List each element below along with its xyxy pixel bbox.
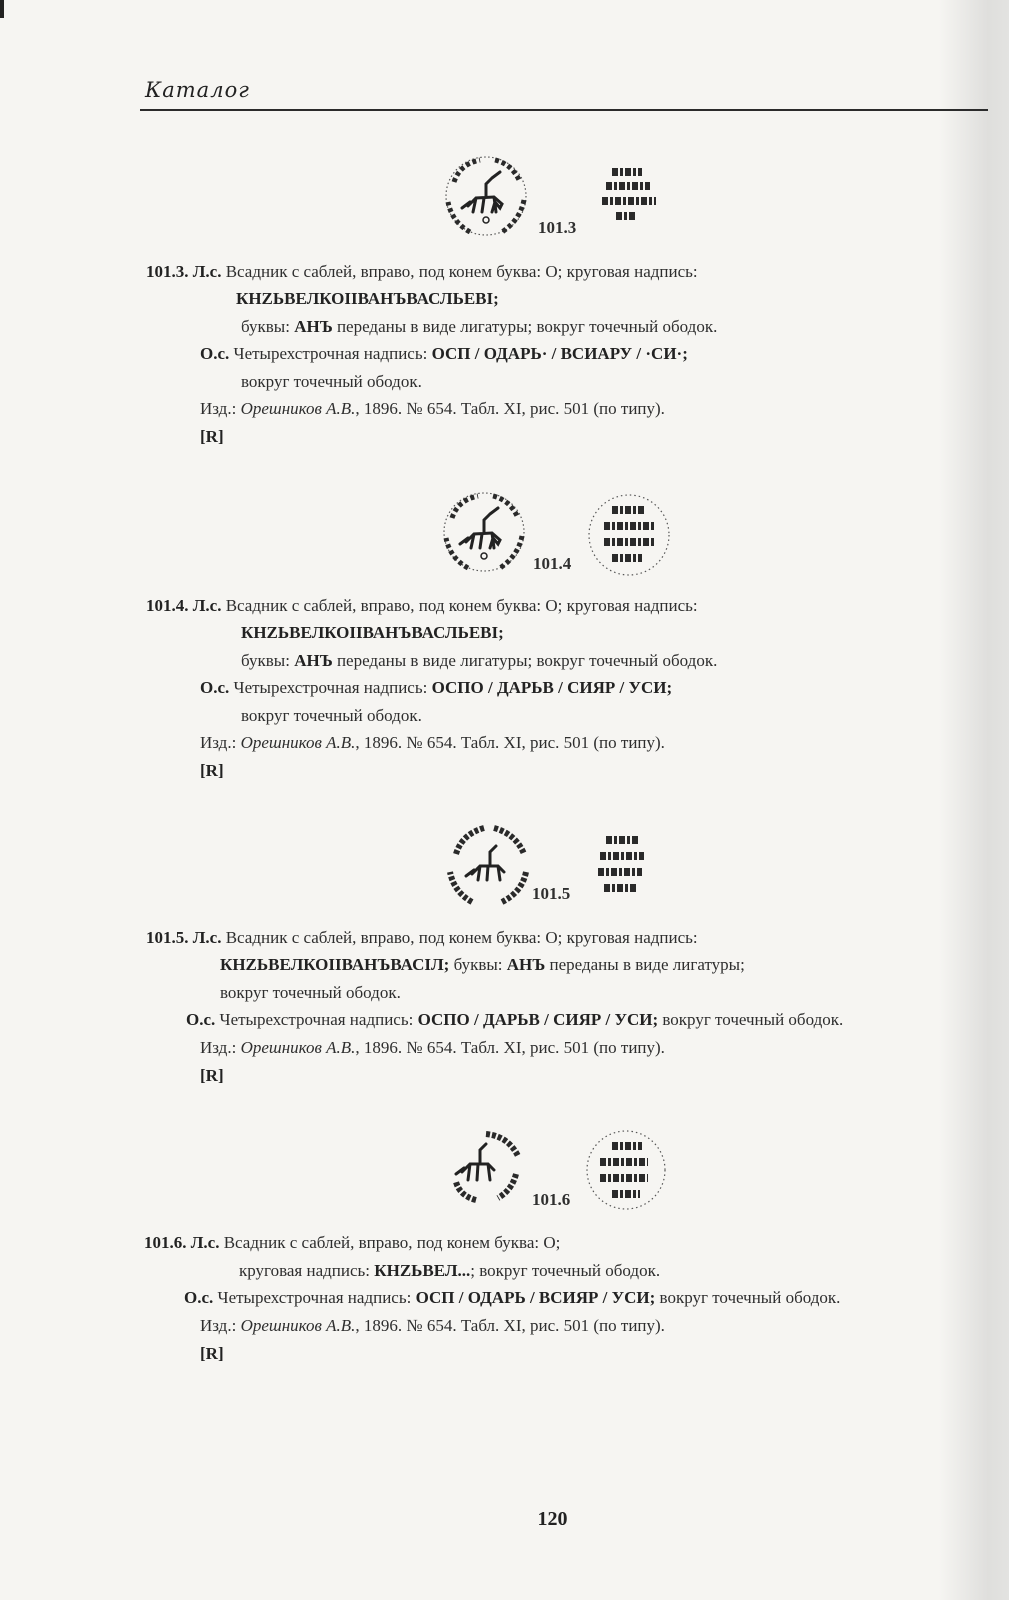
reference-prefix: Изд.: <box>200 1038 241 1057</box>
reverse-prefix: О.с. <box>186 1010 216 1029</box>
header-rule <box>140 109 988 111</box>
legend-line <box>220 951 745 979</box>
circular-legend: КНZЬВЕЛКОІІВАНЪВАСЛЬЕВІ; <box>241 623 504 642</box>
circular-legend-line <box>239 1257 660 1285</box>
coin-label: 101.4 <box>533 554 572 573</box>
reverse-coin-image <box>586 826 666 906</box>
reference-author: Орешников А.В. <box>240 1038 356 1057</box>
ligature-note: переданы в виде лигатуры; <box>545 955 745 974</box>
reference-details: , 1896. № 654. Табл. XI, рис. 501 (по типу). <box>355 399 665 418</box>
obverse-line <box>146 592 698 620</box>
coin-label: 101.5 <box>532 884 571 903</box>
reverse-inscription: ОСП / ОДАРЬ· / ВСИАРУ / ·СИ·; <box>431 344 688 363</box>
ligature-letters: АНЪ <box>294 651 333 670</box>
coin-image-pair <box>444 822 684 914</box>
obverse-description: Всадник с саблей, вправо, под конем буква: О; круговая надпись: <box>225 928 698 947</box>
ligature-letters: АНЪ <box>294 317 333 336</box>
ligature-note: переданы в виде лигатуры; вокруг точечный ободок. <box>332 651 718 670</box>
legend-line <box>241 619 504 647</box>
ligature-prefix: буквы: <box>241 651 295 670</box>
ligature-line <box>241 313 717 341</box>
reverse-line <box>200 340 688 368</box>
coin-label: 101.6 <box>532 1190 571 1209</box>
ligature-letters: АНЪ <box>506 955 546 974</box>
reference-details: , 1896. № 654. Табл. XI, рис. 501 (по типу). <box>355 1316 665 1335</box>
rarity-line <box>200 1062 224 1090</box>
reverse-description: Четырехстрочная надпись: <box>233 678 432 697</box>
reference-prefix: Изд.: <box>200 1316 241 1335</box>
reverse-tail: вокруг точечный ободок. <box>655 1288 841 1307</box>
obverse-coin-image <box>438 488 530 576</box>
coin-label: 101.3 <box>538 218 577 237</box>
reverse-coin-image <box>584 1128 668 1212</box>
reverse-tail: вокруг точечный ободок. <box>658 1010 844 1029</box>
reference-line <box>200 395 665 423</box>
reverse-coin-image <box>586 492 672 578</box>
obverse-prefix: Л.с. <box>192 596 222 615</box>
reverse-line <box>184 1284 840 1312</box>
ligature-note: переданы в виде лигатуры; вокруг точечный ободок. <box>332 317 718 336</box>
reverse-tail: вокруг точечный ободок. <box>241 706 422 725</box>
reverse-tail-line <box>241 368 422 396</box>
reverse-tail: вокруг точечный ободок. <box>241 372 422 391</box>
reverse-prefix: О.с. <box>200 344 230 363</box>
page-edge-shadow <box>939 0 1009 1600</box>
reverse-inscription: ОСПО / ДАРЬВ / СИЯР / УСИ; <box>417 1010 659 1029</box>
rarity-mark: [R] <box>200 761 224 780</box>
entry-number: 101.6. <box>144 1233 187 1252</box>
entry-number: 101.3. <box>146 262 189 281</box>
reference-line <box>200 729 665 757</box>
obverse-description: Всадник с саблей, вправо, под конем буква: О; круговая надпись: <box>225 596 698 615</box>
reference-prefix: Изд.: <box>200 733 241 752</box>
rarity-line <box>200 423 224 451</box>
reverse-line <box>200 674 672 702</box>
reference-details: , 1896. № 654. Табл. XI, рис. 501 (по типу). <box>355 1038 665 1057</box>
reverse-description: Четырехстрочная надпись: <box>219 1010 418 1029</box>
coin-image-pair <box>438 488 678 583</box>
legend-line <box>236 285 499 313</box>
reference-author: Орешников А.В. <box>240 733 356 752</box>
reverse-prefix: О.с. <box>184 1288 214 1307</box>
ligature-prefix: буквы: <box>449 955 507 974</box>
rarity-mark: [R] <box>200 1344 224 1363</box>
ligature-line <box>241 647 717 675</box>
reference-author: Орешников А.В. <box>240 1316 356 1335</box>
circular-prefix: круговая надпись: <box>239 1261 375 1280</box>
reverse-prefix: О.с. <box>200 678 230 697</box>
running-header: Каталог <box>145 78 250 102</box>
coin-image-pair <box>440 152 680 247</box>
reference-line <box>200 1312 665 1340</box>
obverse-line <box>144 1229 560 1257</box>
coin-image-pair <box>446 1126 686 1218</box>
obverse-coin-image <box>446 1126 526 1206</box>
page-number: 120 <box>537 1508 568 1530</box>
obverse-prefix: Л.с. <box>192 928 222 947</box>
scan-corner-mark <box>0 0 4 18</box>
reverse-line <box>186 1006 843 1034</box>
rarity-mark: [R] <box>200 427 224 446</box>
entry-number: 101.4. <box>146 596 189 615</box>
reverse-inscription: ОСП / ОДАРЬ / ВСИЯР / УСИ; <box>415 1288 656 1307</box>
reverse-inscription: ОСПО / ДАРЬВ / СИЯР / УСИ; <box>431 678 673 697</box>
obverse-description: Всадник с саблей, вправо, под конем буква: О; круговая надпись: <box>225 262 698 281</box>
reference-line <box>200 1034 665 1062</box>
reference-author: Орешников А.В. <box>240 399 356 418</box>
obverse-line <box>146 924 698 952</box>
rarity-mark: [R] <box>200 1066 224 1085</box>
circular-legend: КНZЬВЕЛКОІІВАНЪВАСЛЬЕВІ; <box>236 289 499 308</box>
obverse-coin-image <box>444 822 532 908</box>
reverse-coin-image <box>590 154 670 234</box>
ligature-tail-line <box>220 979 401 1007</box>
ligature-prefix: буквы: <box>241 317 295 336</box>
entry-number: 101.5. <box>146 928 189 947</box>
obverse-line <box>146 258 698 286</box>
obverse-prefix: Л.с. <box>190 1233 220 1252</box>
circular-legend: КНZЬВЕЛ... <box>374 1261 471 1280</box>
rarity-line <box>200 1340 224 1368</box>
rarity-line <box>200 757 224 785</box>
circular-legend: КНZЬВЕЛКОІІВАНЪВАСІЛ; <box>220 955 450 974</box>
reverse-description: Четырехстрочная надпись: <box>233 344 432 363</box>
obverse-prefix: Л.с. <box>192 262 222 281</box>
reference-details: , 1896. № 654. Табл. XI, рис. 501 (по типу). <box>355 733 665 752</box>
reverse-description: Четырехстрочная надпись: <box>217 1288 416 1307</box>
circular-note: ; вокруг точечный ободок. <box>470 1261 661 1280</box>
obverse-description: Всадник с саблей, вправо, под конем буква: О; <box>223 1233 561 1252</box>
reverse-tail-line <box>241 702 422 730</box>
ligature-tail: вокруг точечный ободок. <box>220 983 401 1002</box>
obverse-coin-image <box>440 152 532 240</box>
reference-prefix: Изд.: <box>200 399 241 418</box>
